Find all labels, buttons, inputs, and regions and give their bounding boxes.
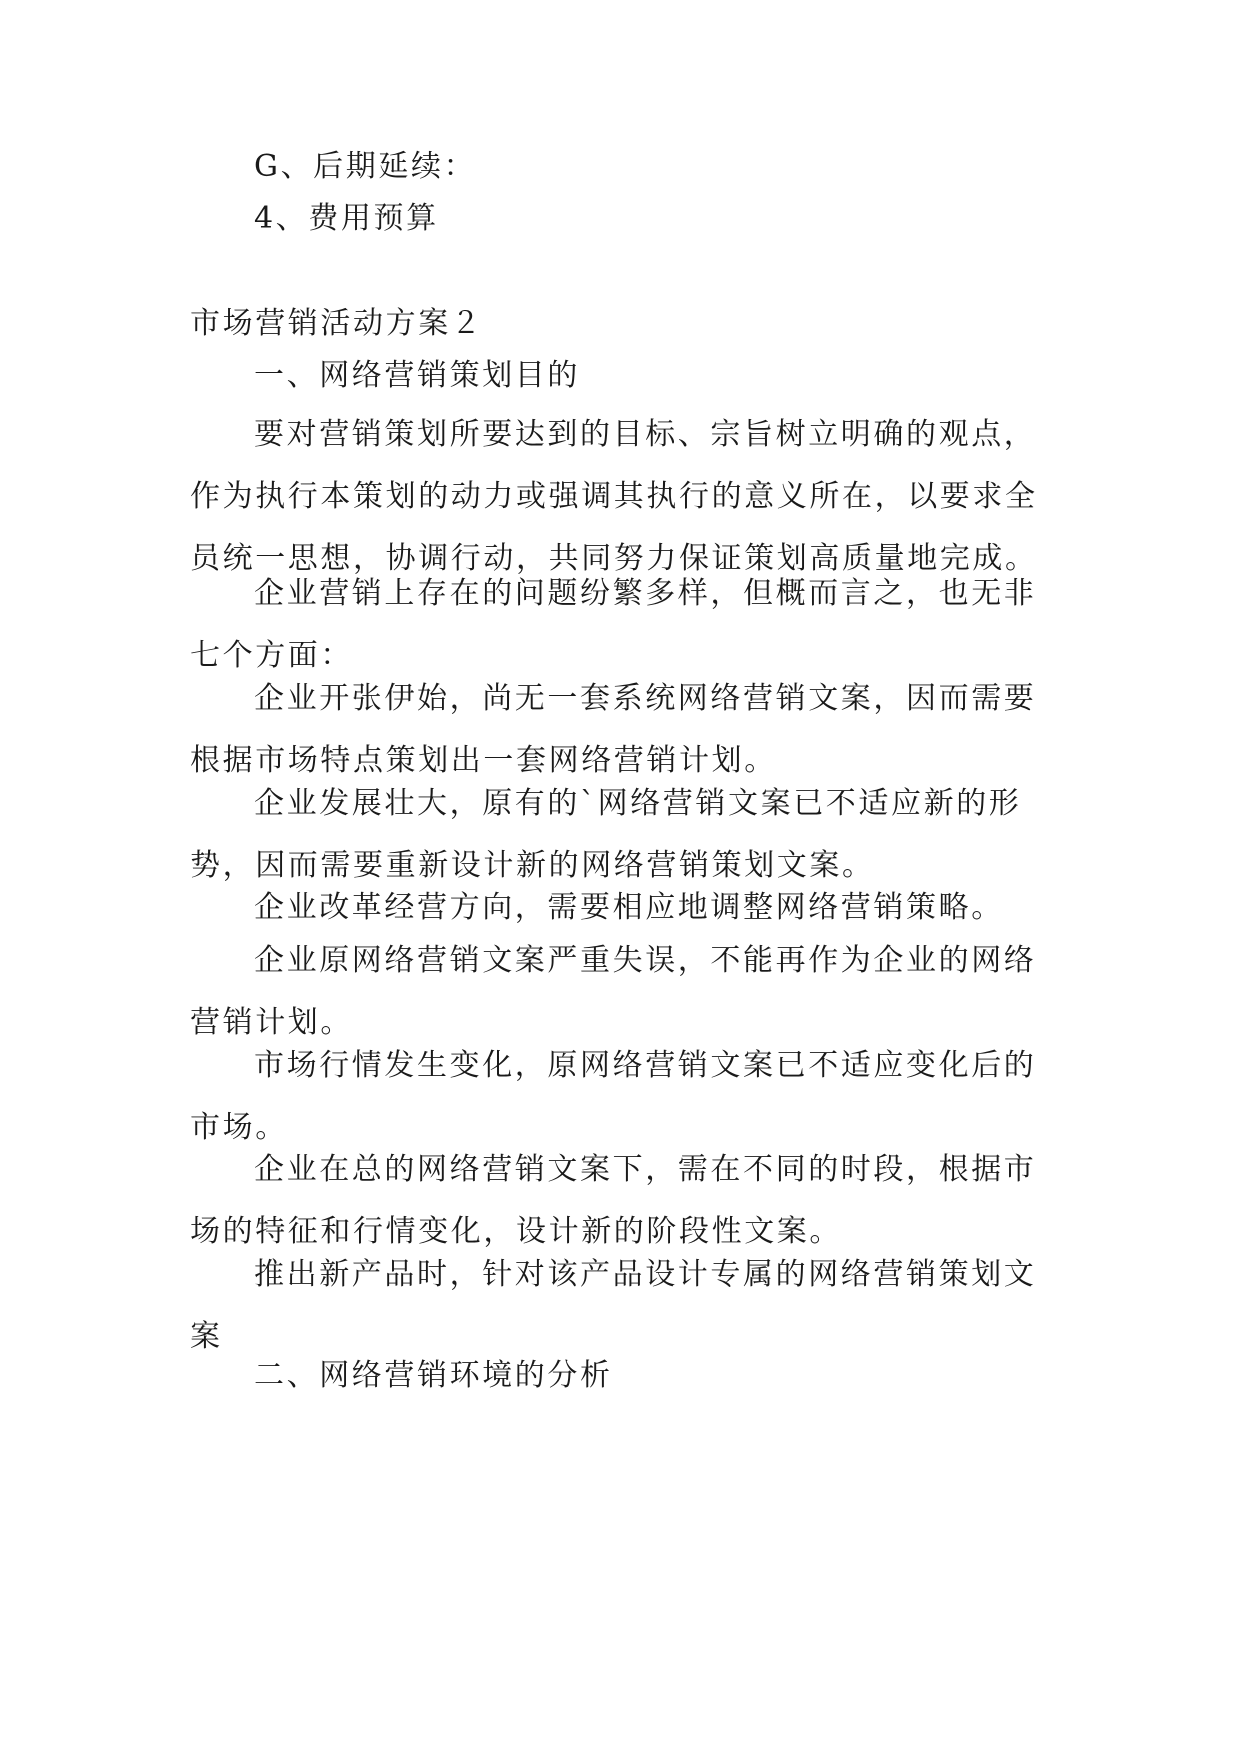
paragraph-row: 作为执行本策划的动力或强调其执行的意义所在，以要求全	[190, 479, 1038, 514]
heading-network-marketing-purpose: 一、网络营销策划目的	[254, 358, 580, 393]
paragraph-row: 要对营销策划所要达到的目标、宗旨树立明确的观点，	[254, 417, 1037, 452]
paragraph-row: 根据市场特点策划出一套网络营销计划。	[190, 743, 777, 778]
paragraph-row: 企业原网络营销文案严重失误，不能再作为企业的网络	[254, 943, 1037, 978]
paragraph-row: 势，因而需要重新设计新的网络营销策划文案。	[190, 848, 875, 883]
line-budget: 4、费用预算	[254, 201, 439, 236]
paragraph-row: 企业改革经营方向，需要相应地调整网络营销策略。	[254, 890, 1004, 925]
paragraph-new-product	[190, 1244, 1060, 1368]
paragraph-row: 企业在总的网络营销文案下，需在不同的时段，根据市	[254, 1152, 1037, 1187]
paragraph-row: 七个方面：	[190, 638, 353, 673]
paragraph-row: 场的特征和行情变化，设计新的阶段性文案。	[190, 1214, 842, 1249]
paragraph-row: 营销计划。	[190, 1005, 353, 1040]
paragraph-row: 案	[190, 1319, 223, 1354]
paragraph-row: 推出新产品时，针对该产品设计专属的网络营销策划文	[254, 1257, 1037, 1292]
paragraph-row: 企业营销上存在的问题纷繁多样，但概而言之，也无非	[254, 576, 1037, 611]
section-title: 市场营销活动方案２	[190, 306, 484, 341]
paragraph-row: 企业发展壮大，原有的`网络营销文案已不适应新的形	[254, 786, 1022, 821]
paragraph-row: 员统一思想，协调行动，共同努力保证策划高质量地完成。	[190, 541, 1038, 576]
heading-environment-analysis: 二、网络营销环境的分析	[254, 1358, 613, 1393]
line-g-continuation: G、后期延续：	[254, 149, 477, 184]
paragraph-row: 市场。	[190, 1110, 288, 1145]
paragraph-row: 市场行情发生变化，原网络营销文案已不适应变化后的	[254, 1048, 1037, 1083]
paragraph-row: 企业开张伊始，尚无一套系统网络营销文案，因而需要	[254, 681, 1037, 716]
